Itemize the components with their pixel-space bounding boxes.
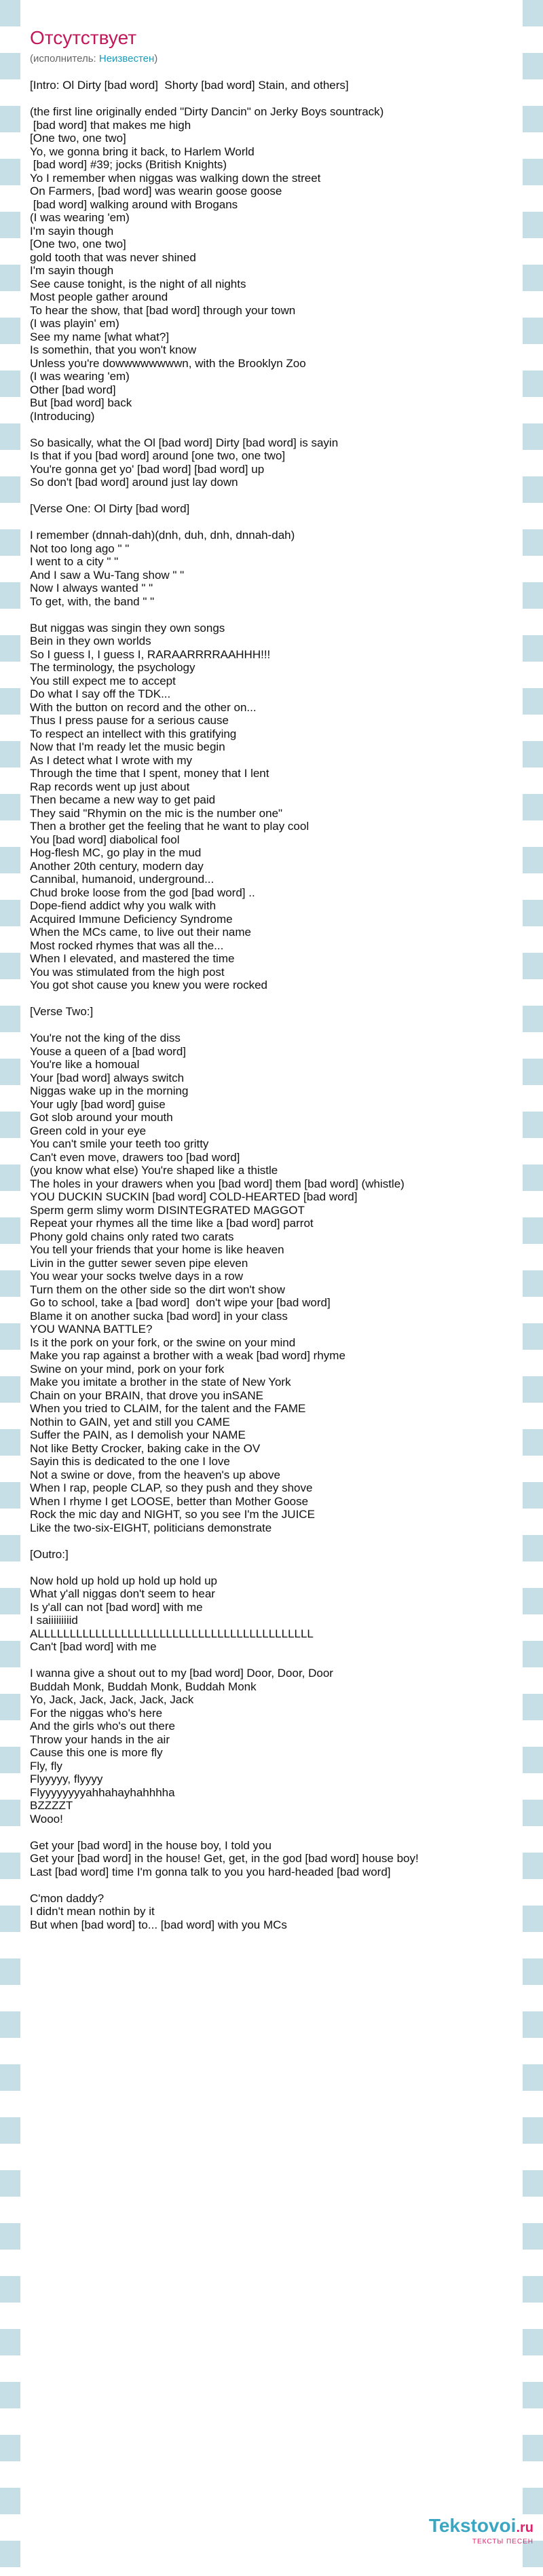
lyrics-page bbox=[30, 0, 516, 1931]
logo-name: Tekstovoi bbox=[428, 2515, 517, 2536]
lyrics-text: [Intro: Ol Dirty [bad word] Shorty [bad word] Stain, and others] (the first line originally ended "Dirty Dancin" on Jerky Boys sountrack) [bad word] that makes me high [One two, one two] Yo, we gonna bring it back, to Harlem World [bad word] #39; jocks (British Knights) Yo I remember when niggas was walking down the street On Farmers, [bad word] was wearin goose goose [bad word] walking around with Brogans (I was wearing 'em) I'm sayin though [One two, one two] gold tooth that was never shined I'm sayin though See cause tonight, is the night of all nights Most people gather around To hear the show, that [bad word] through your town (I was playin' em) See my name [what what?] Is somethin, that you won't know Unless you're dowwwwwwwwn, with the Brooklyn Zoo (I was wearing 'em) Other [bad word] But [bad word] back (Introducing) So basically, what the Ol [bad word] Dirty [bad word] is sayin Is that if you [bad word] around [one two, one two] You're gonna get yo' [bad word] [bad word] up So don't [bad word] around just lay down [Verse One: Ol Dirty [bad word] I remember (dnnah-dah)(dnh, duh, dnh, dnnah-dah) Not too long ago " " I went to a city " " And I saw a Wu-Tang show " " Now I always wanted " " To get, with, the band " " But niggas was singin they own songs Bein in they own worlds So I guess I, I guess I, RARAARRRRAAHHH!!! The terminology, the psychology You still expect me to accept Do what I say off the TDK... With the button on record and the other on... Thus I press pause for a serious cause To respect an intellect with this gratifying Now that I'm ready let the music begin As I detect what I wrote with my Through the time that I spent, money that I lent Rap records went up just about Then became a new way to get paid They said "Rhymin on the mic is the number one" Then a brother get the feeling that he want to play cool You [bad word] diabolical fool Hog-flesh MC, go play in the mud Another 20th century, modern day Cannibal, humanoid, underground... Chud broke loose from the god [bad word] .. Dope-fiend addict why you walk with Acquired Immune Deficiency Syndrome When the MCs came, to live out their name Most rocked rhymes that was all the... When I elevated, and mastered the time You was stimulated from the high post You got shot cause you knew you were rocked [Verse Two:] You're not the king of the diss Youse a queen of a [bad word] You're like a homoual Your [bad word] always switch Niggas wake up in the morning Your ugly [bad word] guise Got slob around your mouth Green cold in your eye You can't smile your teeth too gritty Can't even move, drawers too [bad word] (you know what else) You're shaped like a thistle The holes in your drawers when you [bad word] them [bad word] (whistle) YOU DUCKIN SUCKIN [bad word] COLD-HEARTED [bad word] Sperm germ slimy worm DISINTEGRATED MAGGOT Repeat your rhymes all the time like a [bad word] parrot Phony gold chains only rated two carats You tell your friends that your home is like heaven Livin in the gutter sewer seven pipe eleven You wear your socks twelve days in a row Turn them on the other side so the dirt won't show Go to school, take a [bad word] don't wipe your [bad word] Blame it on another sucka [bad word] in your class YOU WANNA BATTLE? Is it the pork on your fork, or the swine on your mind Make you rap against a brother with a weak [bad word] rhyme Swine on your mind, pork on your fork Make you imitate a brother in the state of New York Chain on your BRAIN, that drove you inSANE When you tried to CLAIM, for the talent and the FAME Nothin to GAIN, yet and still you CAME Suffer the PAIN, as I demolish your NAME Not like Betty Crocker, baking cake in the OV Sayin this is dedicated to the one I love Not a swine or dove, from the heaven's up above When I rap, people CLAP, so they push and they shove When I rhyme I get LOOSE, better than Mother Goose Rock the mic day and NIGHT, so you see I'm the JUICE Like the two-six-EIGHT, politicians demonstrate [Outro:] Now hold up hold up hold up hold up What y'all niggas don't seem to hear Is y'all can not [bad word] with me I saiiiiiiiiid ALLLLLLLLLLLLLLLLLLLLLLLLLLLLLLLLLLLLLLLLLLL Can't [bad word] with me I wanna give a shout out to my [bad word] Door, Door, Door Buddah Monk, Buddah Monk, Buddah Monk Yo, Jack, Jack, Jack, Jack, Jack For the niggas who's here And the girls who's out there Throw your hands in the air Cause this one is more fly Fly, fly Flyyyyy, flyyyy Flyyyyyyyyahhahayhahhhha BZZZZT Wooo! Get your [bad word] in the house boy, I told you Get your [bad word] in the house! Get, get, in the god [bad word] house boy! Last [bad word] time I'm gonna talk to you you hard-headed [bad word] C'mon daddy? I didn't mean nothin by it But when [bad word] to... [bad word] with you MCs bbox=[30, 79, 419, 1931]
performer-prefix: (исполнитель: bbox=[30, 53, 99, 64]
performer-link[interactable]: Неизвестен bbox=[98, 53, 155, 64]
song-title: Отсутствует bbox=[30, 27, 137, 48]
right-stripe-decoration bbox=[523, 0, 543, 2576]
performer-suffix: ) bbox=[154, 53, 158, 64]
left-stripe-decoration bbox=[0, 0, 20, 2576]
logo-wordmark bbox=[429, 2516, 533, 2538]
performer-line bbox=[30, 53, 516, 65]
site-logo[interactable] bbox=[429, 2516, 533, 2546]
logo-tagline: ТЕКСТЫ ПЕСЕН bbox=[472, 2538, 533, 2545]
logo-tld: .ru bbox=[516, 2520, 533, 2535]
